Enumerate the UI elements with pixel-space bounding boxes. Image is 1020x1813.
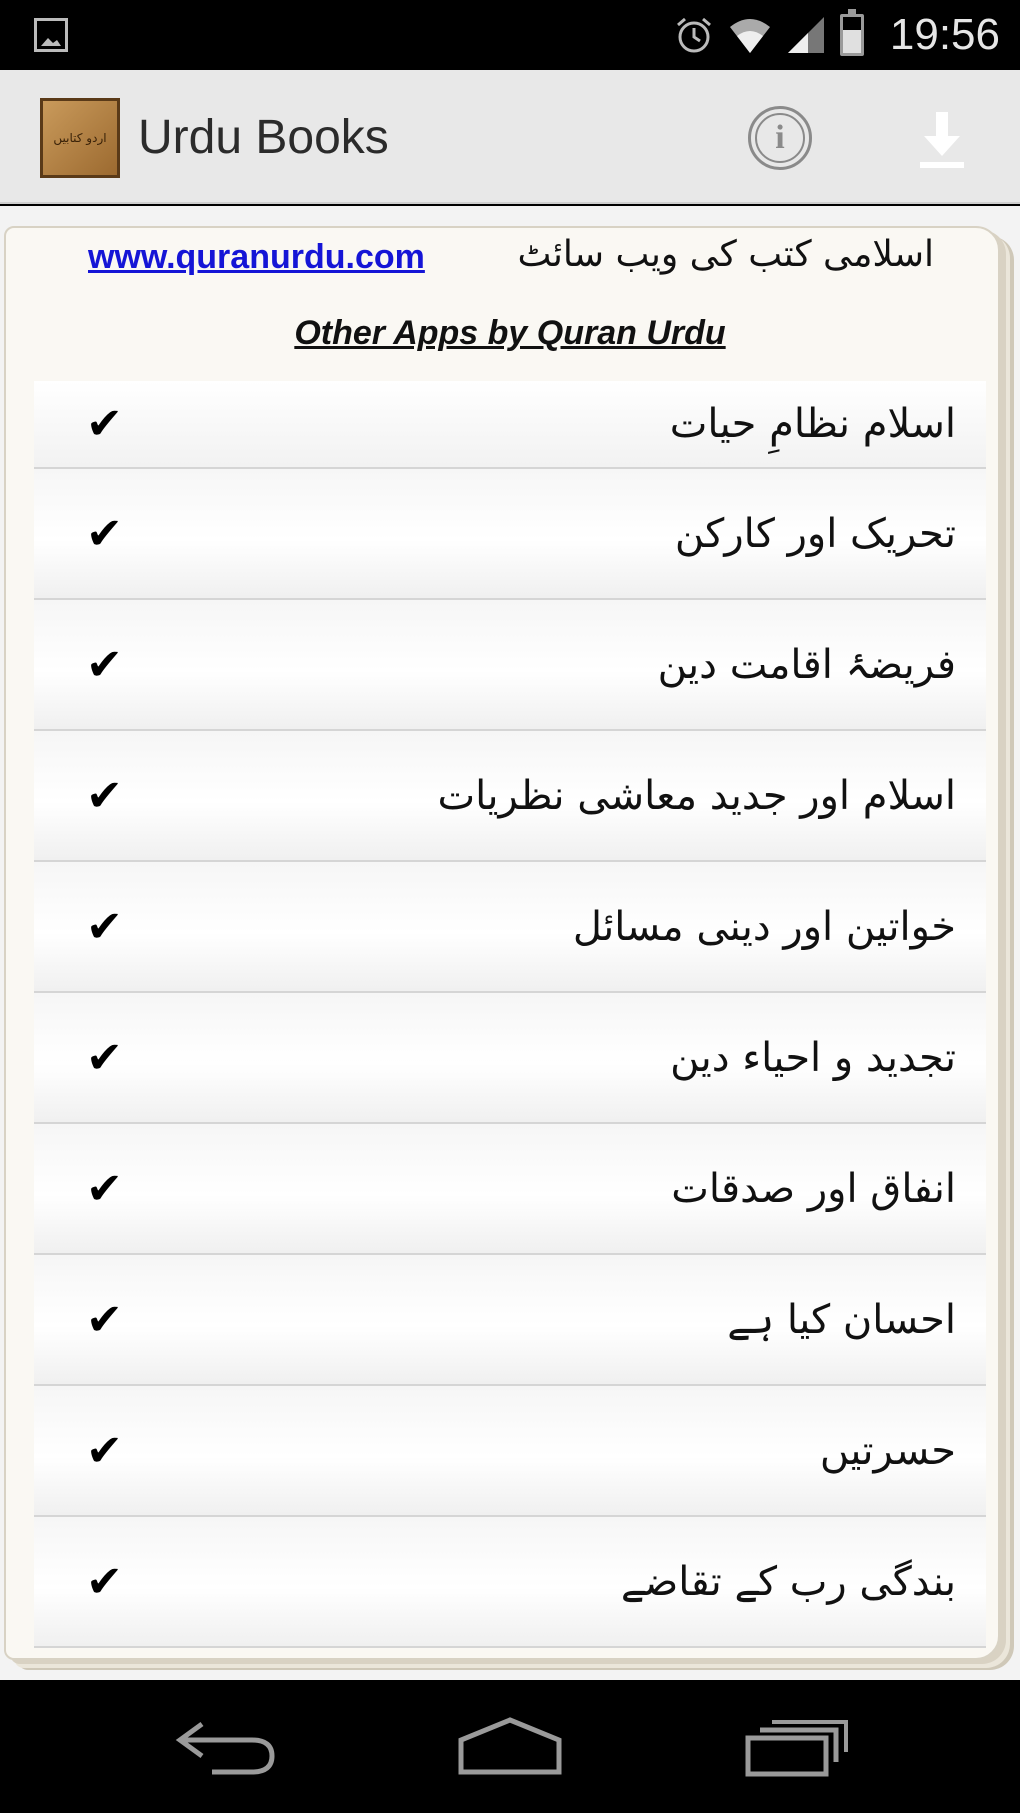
- book-list-item[interactable]: [34, 862, 986, 993]
- book-title: اسلام اور جدید معاشی نظریات: [437, 772, 956, 819]
- check-icon: ✔: [86, 508, 123, 559]
- book-title: بندگی رب کے تقاضے: [620, 1558, 956, 1605]
- check-icon: ✔: [86, 1556, 123, 1607]
- download-icon[interactable]: [912, 106, 972, 170]
- book-title: تجدید و احیاء دین: [670, 1034, 956, 1081]
- book-list-item[interactable]: [34, 600, 986, 731]
- check-icon: ✔: [86, 770, 123, 821]
- book-list-item[interactable]: [34, 1255, 986, 1386]
- book-list-item[interactable]: [34, 381, 986, 469]
- website-link[interactable]: www.quranurdu.com: [88, 238, 425, 276]
- website-row: [0, 230, 1000, 290]
- book-list-item[interactable]: [34, 1386, 986, 1517]
- check-icon: ✔: [86, 901, 123, 952]
- navigation-bar: [0, 1680, 1020, 1813]
- signal-icon: [786, 15, 826, 55]
- book-list: [34, 381, 986, 1648]
- book-list-item[interactable]: [34, 469, 986, 600]
- book-title: احسان کیا ہے: [727, 1296, 956, 1343]
- status-bar: [0, 0, 1020, 70]
- book-list-item[interactable]: [34, 993, 986, 1124]
- check-icon: ✔: [86, 1425, 123, 1476]
- book-title: فریضۂ اقامت دین: [657, 641, 956, 688]
- back-icon[interactable]: [172, 1710, 282, 1780]
- clock: 19:56: [889, 10, 1000, 59]
- book-list-item[interactable]: [34, 1517, 986, 1648]
- home-icon[interactable]: [455, 1710, 565, 1780]
- check-icon: ✔: [86, 639, 123, 690]
- info-button[interactable]: [748, 106, 812, 170]
- book-title: تحریک اور کارکن: [674, 510, 956, 557]
- book-title: انفاق اور صدقات: [671, 1165, 956, 1212]
- book-list-item[interactable]: [34, 731, 986, 862]
- app-title: Urdu Books: [138, 111, 389, 164]
- check-icon: ✔: [86, 1163, 123, 1214]
- book-title: حسرتیں: [819, 1427, 956, 1474]
- app-icon[interactable]: [40, 98, 120, 178]
- book-list-item[interactable]: [34, 1124, 986, 1255]
- other-apps-link[interactable]: Other Apps by Quran Urdu: [294, 314, 726, 352]
- check-icon: ✔: [86, 1294, 123, 1345]
- image-notification-icon: [34, 18, 68, 52]
- check-icon: ✔: [86, 398, 123, 450]
- alarm-icon: [674, 15, 714, 55]
- info-icon: i: [755, 113, 805, 163]
- content-area: [0, 206, 1020, 1680]
- check-icon: ✔: [86, 1032, 123, 1083]
- status-icons: [674, 0, 1000, 70]
- action-bar: [0, 70, 1020, 204]
- recent-apps-icon[interactable]: [742, 1710, 852, 1780]
- wifi-icon: [728, 15, 772, 55]
- app-icon-text: اردو کتابیں: [53, 131, 107, 145]
- book-title: اسلام نظامِ حیات: [669, 401, 956, 447]
- website-label: اسلامی کتب کی ویب سائٹ: [517, 234, 934, 275]
- battery-icon: [840, 14, 864, 56]
- book-title: خواتین اور دینی مسائل: [572, 903, 956, 950]
